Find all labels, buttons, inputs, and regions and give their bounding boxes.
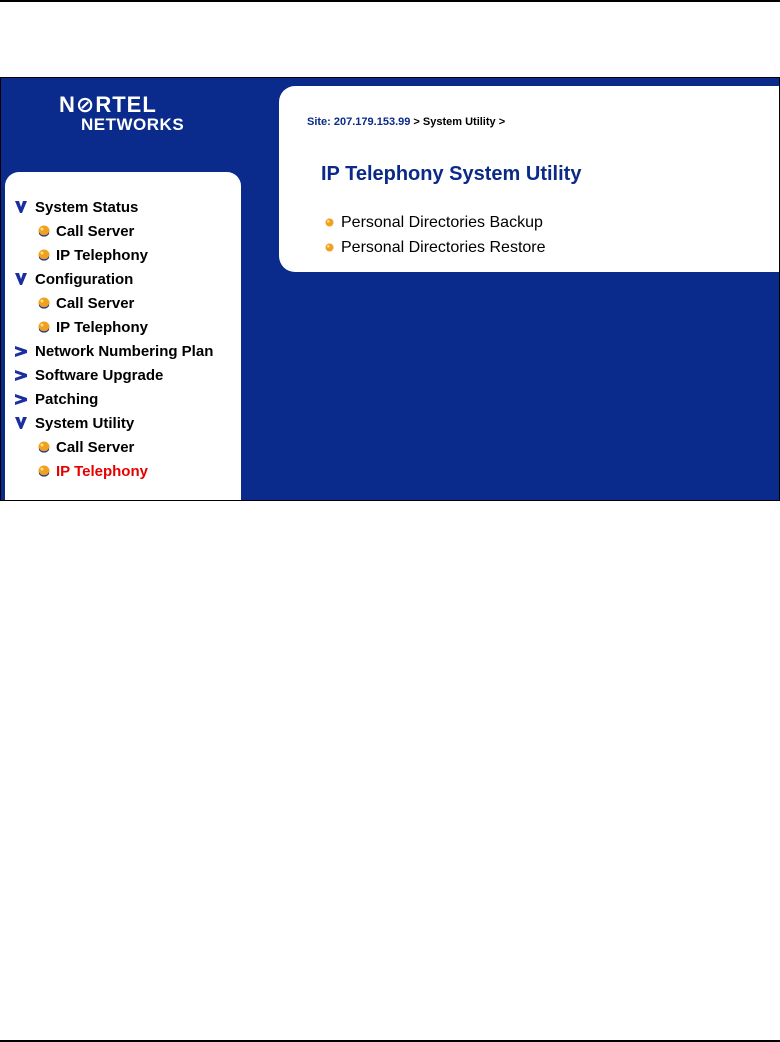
sidebar-nav bbox=[5, 172, 241, 501]
breadcrumb bbox=[307, 116, 505, 128]
orb-bullet-icon bbox=[37, 224, 51, 238]
sidebar-item-system-utility-call-server[interactable] bbox=[13, 436, 213, 460]
orb-bullet-icon bbox=[37, 296, 51, 310]
page-title: IP Telephony System Utility bbox=[321, 163, 582, 185]
browser-frame bbox=[0, 77, 780, 501]
sidebar-item-network-numbering-plan[interactable] bbox=[13, 340, 213, 364]
orb-bullet-icon bbox=[37, 464, 51, 478]
sidebar-item-software-upgrade[interactable] bbox=[13, 364, 213, 388]
sidebar-item-label: IP Telephony bbox=[56, 463, 148, 480]
nortel-networks-logo bbox=[59, 94, 184, 134]
orb-bullet-icon bbox=[37, 320, 51, 334]
breadcrumb-trail: > System Utility > bbox=[410, 116, 506, 128]
chevron-right-icon bbox=[15, 394, 27, 405]
sidebar-item-label: IP Telephony bbox=[56, 247, 148, 264]
personal-directories-backup-link[interactable] bbox=[325, 210, 546, 235]
logo-line-1: N⊘RTEL bbox=[59, 92, 157, 117]
logo-line-2: NETWORKS bbox=[81, 115, 185, 134]
bullet-dot-icon bbox=[325, 218, 334, 227]
sidebar-item-label: IP Telephony bbox=[56, 319, 148, 336]
sidebar-item-system-status-ip-telephony[interactable] bbox=[13, 244, 213, 268]
sidebar-item-label: Configuration bbox=[35, 271, 134, 288]
sidebar-item-label: Call Server bbox=[56, 295, 135, 312]
sidebar-item-system-utility[interactable] bbox=[13, 412, 213, 436]
sidebar-item-system-status[interactable] bbox=[13, 196, 213, 220]
sidebar-item-system-status-call-server[interactable] bbox=[13, 220, 213, 244]
sidebar-item-configuration-ip-telephony[interactable] bbox=[13, 316, 213, 340]
bullet-dot-icon bbox=[325, 243, 334, 252]
top-rule bbox=[0, 0, 780, 2]
chevron-right-icon bbox=[15, 346, 27, 357]
sidebar-item-label: Call Server bbox=[56, 223, 135, 240]
utility-links bbox=[325, 210, 546, 260]
sidebar-item-label: System Utility bbox=[35, 415, 135, 432]
sidebar-item-label: System Status bbox=[35, 199, 139, 216]
sidebar-item-label: Patching bbox=[35, 391, 99, 408]
sidebar-item-label: Network Numbering Plan bbox=[35, 343, 214, 360]
orb-bullet-icon bbox=[37, 248, 51, 262]
link-label: Personal Directories Backup bbox=[341, 214, 543, 231]
chevron-right-icon bbox=[15, 370, 27, 381]
personal-directories-restore-link[interactable] bbox=[325, 235, 546, 260]
breadcrumb-site-link[interactable]: Site: 207.179.153.99 bbox=[307, 116, 411, 128]
sidebar-item-configuration[interactable] bbox=[13, 268, 213, 292]
link-label: Personal Directories Restore bbox=[341, 239, 546, 256]
nav-list bbox=[13, 196, 213, 484]
sidebar-item-patching[interactable] bbox=[13, 388, 213, 412]
chevron-down-icon bbox=[15, 201, 27, 213]
chevron-down-icon bbox=[15, 273, 27, 285]
orb-bullet-icon bbox=[37, 440, 51, 454]
sidebar-item-configuration-call-server[interactable] bbox=[13, 292, 213, 316]
sidebar-item-system-utility-ip-telephony[interactable] bbox=[13, 460, 213, 484]
sidebar-item-label: Software Upgrade bbox=[35, 367, 164, 384]
chevron-down-icon bbox=[15, 417, 27, 429]
main-content-panel bbox=[279, 86, 780, 272]
sidebar-item-label: Call Server bbox=[56, 439, 135, 456]
